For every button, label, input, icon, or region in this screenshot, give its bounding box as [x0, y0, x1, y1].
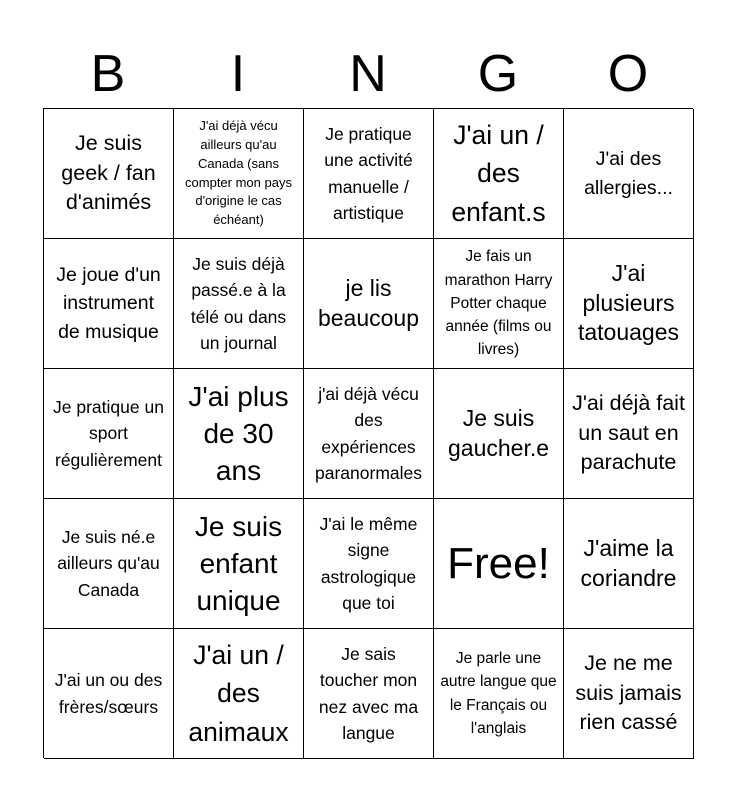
bingo-cell[interactable]: J'ai des allergies... — [564, 109, 694, 239]
bingo-cell[interactable]: Je suis déjà passé.e à la télé ou dans un journal — [174, 239, 304, 369]
bingo-cell[interactable]: J'ai un / des enfant.s — [434, 109, 564, 239]
bingo-cell[interactable]: J'ai plusieurs tatouages — [564, 239, 694, 369]
bingo-cell[interactable]: J'ai le même signe astrologique que toi — [304, 499, 434, 629]
header-letter-i: I — [230, 45, 246, 103]
bingo-cell[interactable]: J'aime la coriandre — [564, 499, 694, 629]
bingo-cell[interactable]: Je parle une autre langue que le Français ou l'anglais — [434, 629, 564, 759]
bingo-cell[interactable]: J'ai déjà vécu ailleurs qu'au Canada (sans compter mon pays d'origine le cas échéant) — [174, 109, 304, 239]
free-space-cell[interactable]: Free! — [434, 499, 564, 629]
bingo-cell[interactable]: Je joue d'un instrument de musique — [44, 239, 174, 369]
bingo-cell[interactable]: Je pratique une activité manuelle / artistique — [304, 109, 434, 239]
bingo-cell[interactable]: Je pratique un sport régulièrement — [44, 369, 174, 499]
bingo-cell[interactable]: Je fais un marathon Harry Potter chaque année (films ou livres) — [434, 239, 564, 369]
bingo-cell[interactable]: Je suis enfant unique — [174, 499, 304, 629]
bingo-board — [43, 108, 693, 758]
bingo-cell[interactable]: Je suis gaucher.e — [434, 369, 564, 499]
bingo-cell[interactable]: J'ai un ou des frères/sœurs — [44, 629, 174, 759]
bingo-cell[interactable]: j'ai déjà vécu des expériences paranormales — [304, 369, 434, 499]
bingo-header — [43, 40, 693, 108]
header-letter-o: O — [607, 45, 649, 103]
bingo-cell[interactable]: Je sais toucher mon nez avec ma langue — [304, 629, 434, 759]
bingo-cell[interactable]: J'ai plus de 30 ans — [174, 369, 304, 499]
bingo-cell[interactable]: Je suis né.e ailleurs qu'au Canada — [44, 499, 174, 629]
header-letter-b: B — [90, 45, 126, 103]
header-letter-n: N — [349, 45, 387, 103]
header-letter-g: G — [477, 45, 519, 103]
bingo-cell[interactable]: je lis beaucoup — [304, 239, 434, 369]
bingo-cell[interactable]: J'ai un / des animaux — [174, 629, 304, 759]
bingo-cell[interactable]: Je suis geek / fan d'animés — [44, 109, 174, 239]
bingo-cell[interactable]: Je ne me suis jamais rien cassé — [564, 629, 694, 759]
bingo-cell[interactable]: J'ai déjà fait un saut en parachute — [564, 369, 694, 499]
